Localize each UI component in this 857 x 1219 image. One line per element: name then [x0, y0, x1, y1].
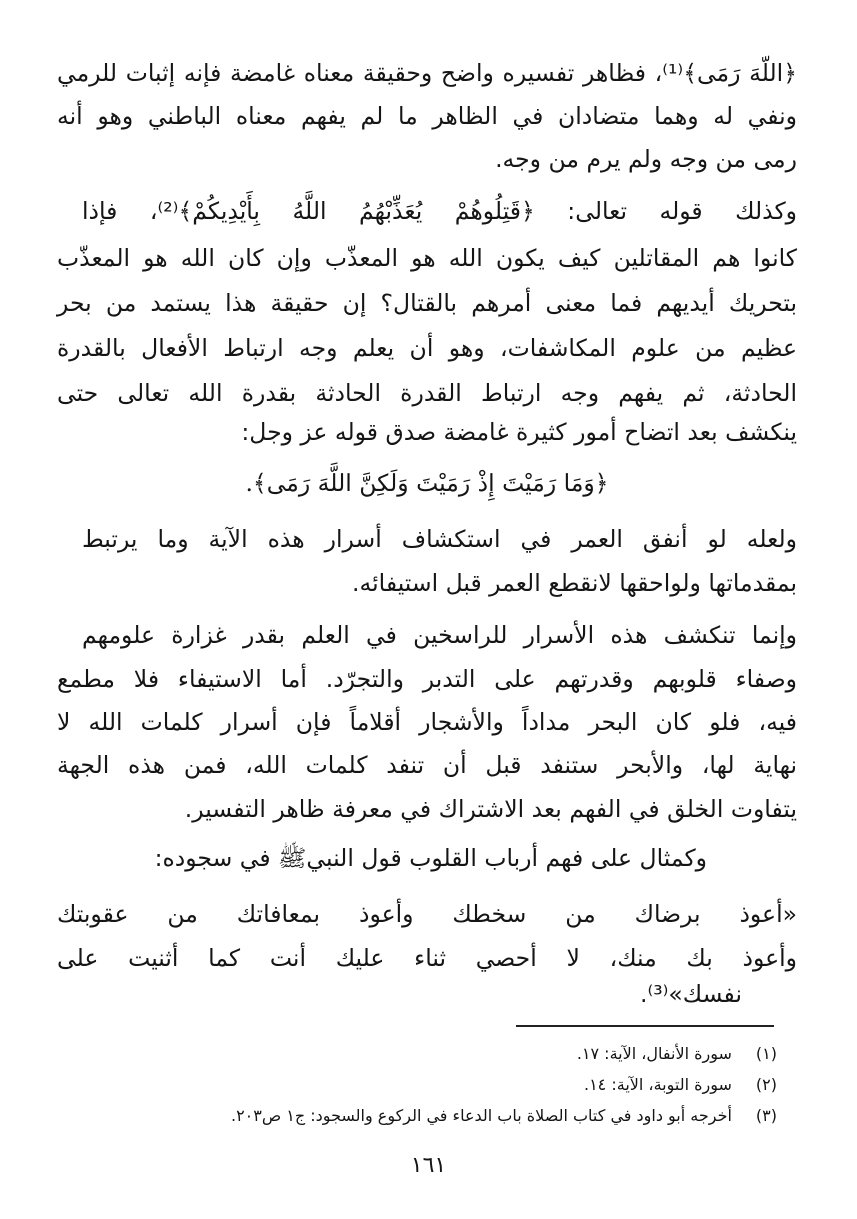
footnote-number: (٢): [755, 1075, 777, 1094]
text-line: رمى من وجه ولم يرم من وجه.: [495, 145, 797, 173]
text-line: بمقدماتها ولواحقها لانقطع العمر قبل استيفائه.: [352, 569, 797, 597]
footnote-number: (١): [755, 1044, 777, 1063]
text-line: ونفي له وهما متضادان في الظاهر ما لم يفهم معناه الباطني وهو أنه: [57, 102, 797, 130]
text-line: عظيم من علوم المكاشفات، وهو أن يعلم وجه ارتباط الأفعال بالقدرة: [57, 334, 797, 362]
text-line: فيه، فلو كان البحر مداداً والأشجار أقلاماً فإن أسرار كلمات الله لا: [57, 708, 797, 736]
text-line: وإنما تنكشف هذه الأسرار للراسخين في العلم بقدر غزارة علومهم: [82, 621, 797, 649]
hadith-quote-line: وأعوذ بك منك، لا أحصي ثناء عليك أنت كما أثنيت على: [57, 944, 797, 972]
footnote-number: (٣): [755, 1106, 777, 1125]
text-line: وصفاء قلوبهم وقدرتهم على التدبر والتجرّد. أما الاستيفاء فلا مطمع: [57, 665, 797, 693]
text-line: الحادثة، ثم يفهم وجه ارتباط القدرة الحادثة بقدرة الله تعالى حتى: [57, 379, 797, 407]
footnote-text: أخرجه أبو داود في كتاب الصلاة باب الدعاء في الركوع والسجود: ج١ ص٢٠٣.: [230, 1106, 732, 1125]
text-line: كانوا هم المقاتلين كيف يكون الله هو المعذّب وإن كان الله هو المعذّب: [57, 244, 797, 272]
footnote: [77, 1102, 777, 1130]
text-line: ينكشف بعد اتضاح أمور كثيرة غامضة صدق قوله عز وجل:: [241, 418, 797, 446]
text-line: ولعله لو أنفق العمر في استكشاف أسرار هذه الآية وما يرتبط: [82, 525, 797, 553]
footnote-divider: [516, 1025, 774, 1027]
footnote: [77, 1040, 777, 1068]
footnote: [77, 1071, 777, 1099]
text-line: بتحريك أيديهم فما معنى أمرهم بالقتال؟ إن حقيقة هذا يستمد من بحر: [57, 289, 797, 317]
text-line: وكذلك قوله تعالى: ﴿قَتِلُوهُمْ يُعَذِّبْهُمُ اللَّهُ بِأَيْدِيكُمْ﴾⁽²⁾، فإذا: [82, 197, 797, 225]
page-number: ١٦١: [410, 1153, 447, 1178]
text-line: نهاية لها، والأبحر ستنفد قبل أن تنفد كلمات الله، فمن هذه الجهة: [57, 751, 797, 779]
hadith-quote-line: «أعوذ برضاك من سخطك وأعوذ بمعافاتك من عقوبتك: [57, 900, 797, 928]
hadith-quote-line: نفسك»⁽³⁾.: [639, 980, 742, 1008]
text-line: يتفاوت الخلق في الفهم بعد الاشتراك في معرفة ظاهر التفسير.: [184, 795, 797, 823]
text-line: ﴿اللّهَ رَمَى﴾⁽¹⁾، فظاهر تفسيره واضح وحقيقة معناه غامضة فإنه إثبات للرمي: [57, 59, 797, 87]
footnote-text: سورة التوبة، الآية: ١٤.: [583, 1075, 732, 1094]
footnote-text: سورة الأنفال، الآية: ١٧.: [576, 1044, 732, 1063]
quran-verse: ﴿وَمَا رَمَيْتَ إِذْ رَمَيْتَ وَلَكِنَّ اللَّهَ رَمَى﴾.: [245, 469, 609, 497]
text-line: وكمثال على فهم أرباب القلوب قول النبيﷺ في سجوده:: [154, 844, 707, 872]
